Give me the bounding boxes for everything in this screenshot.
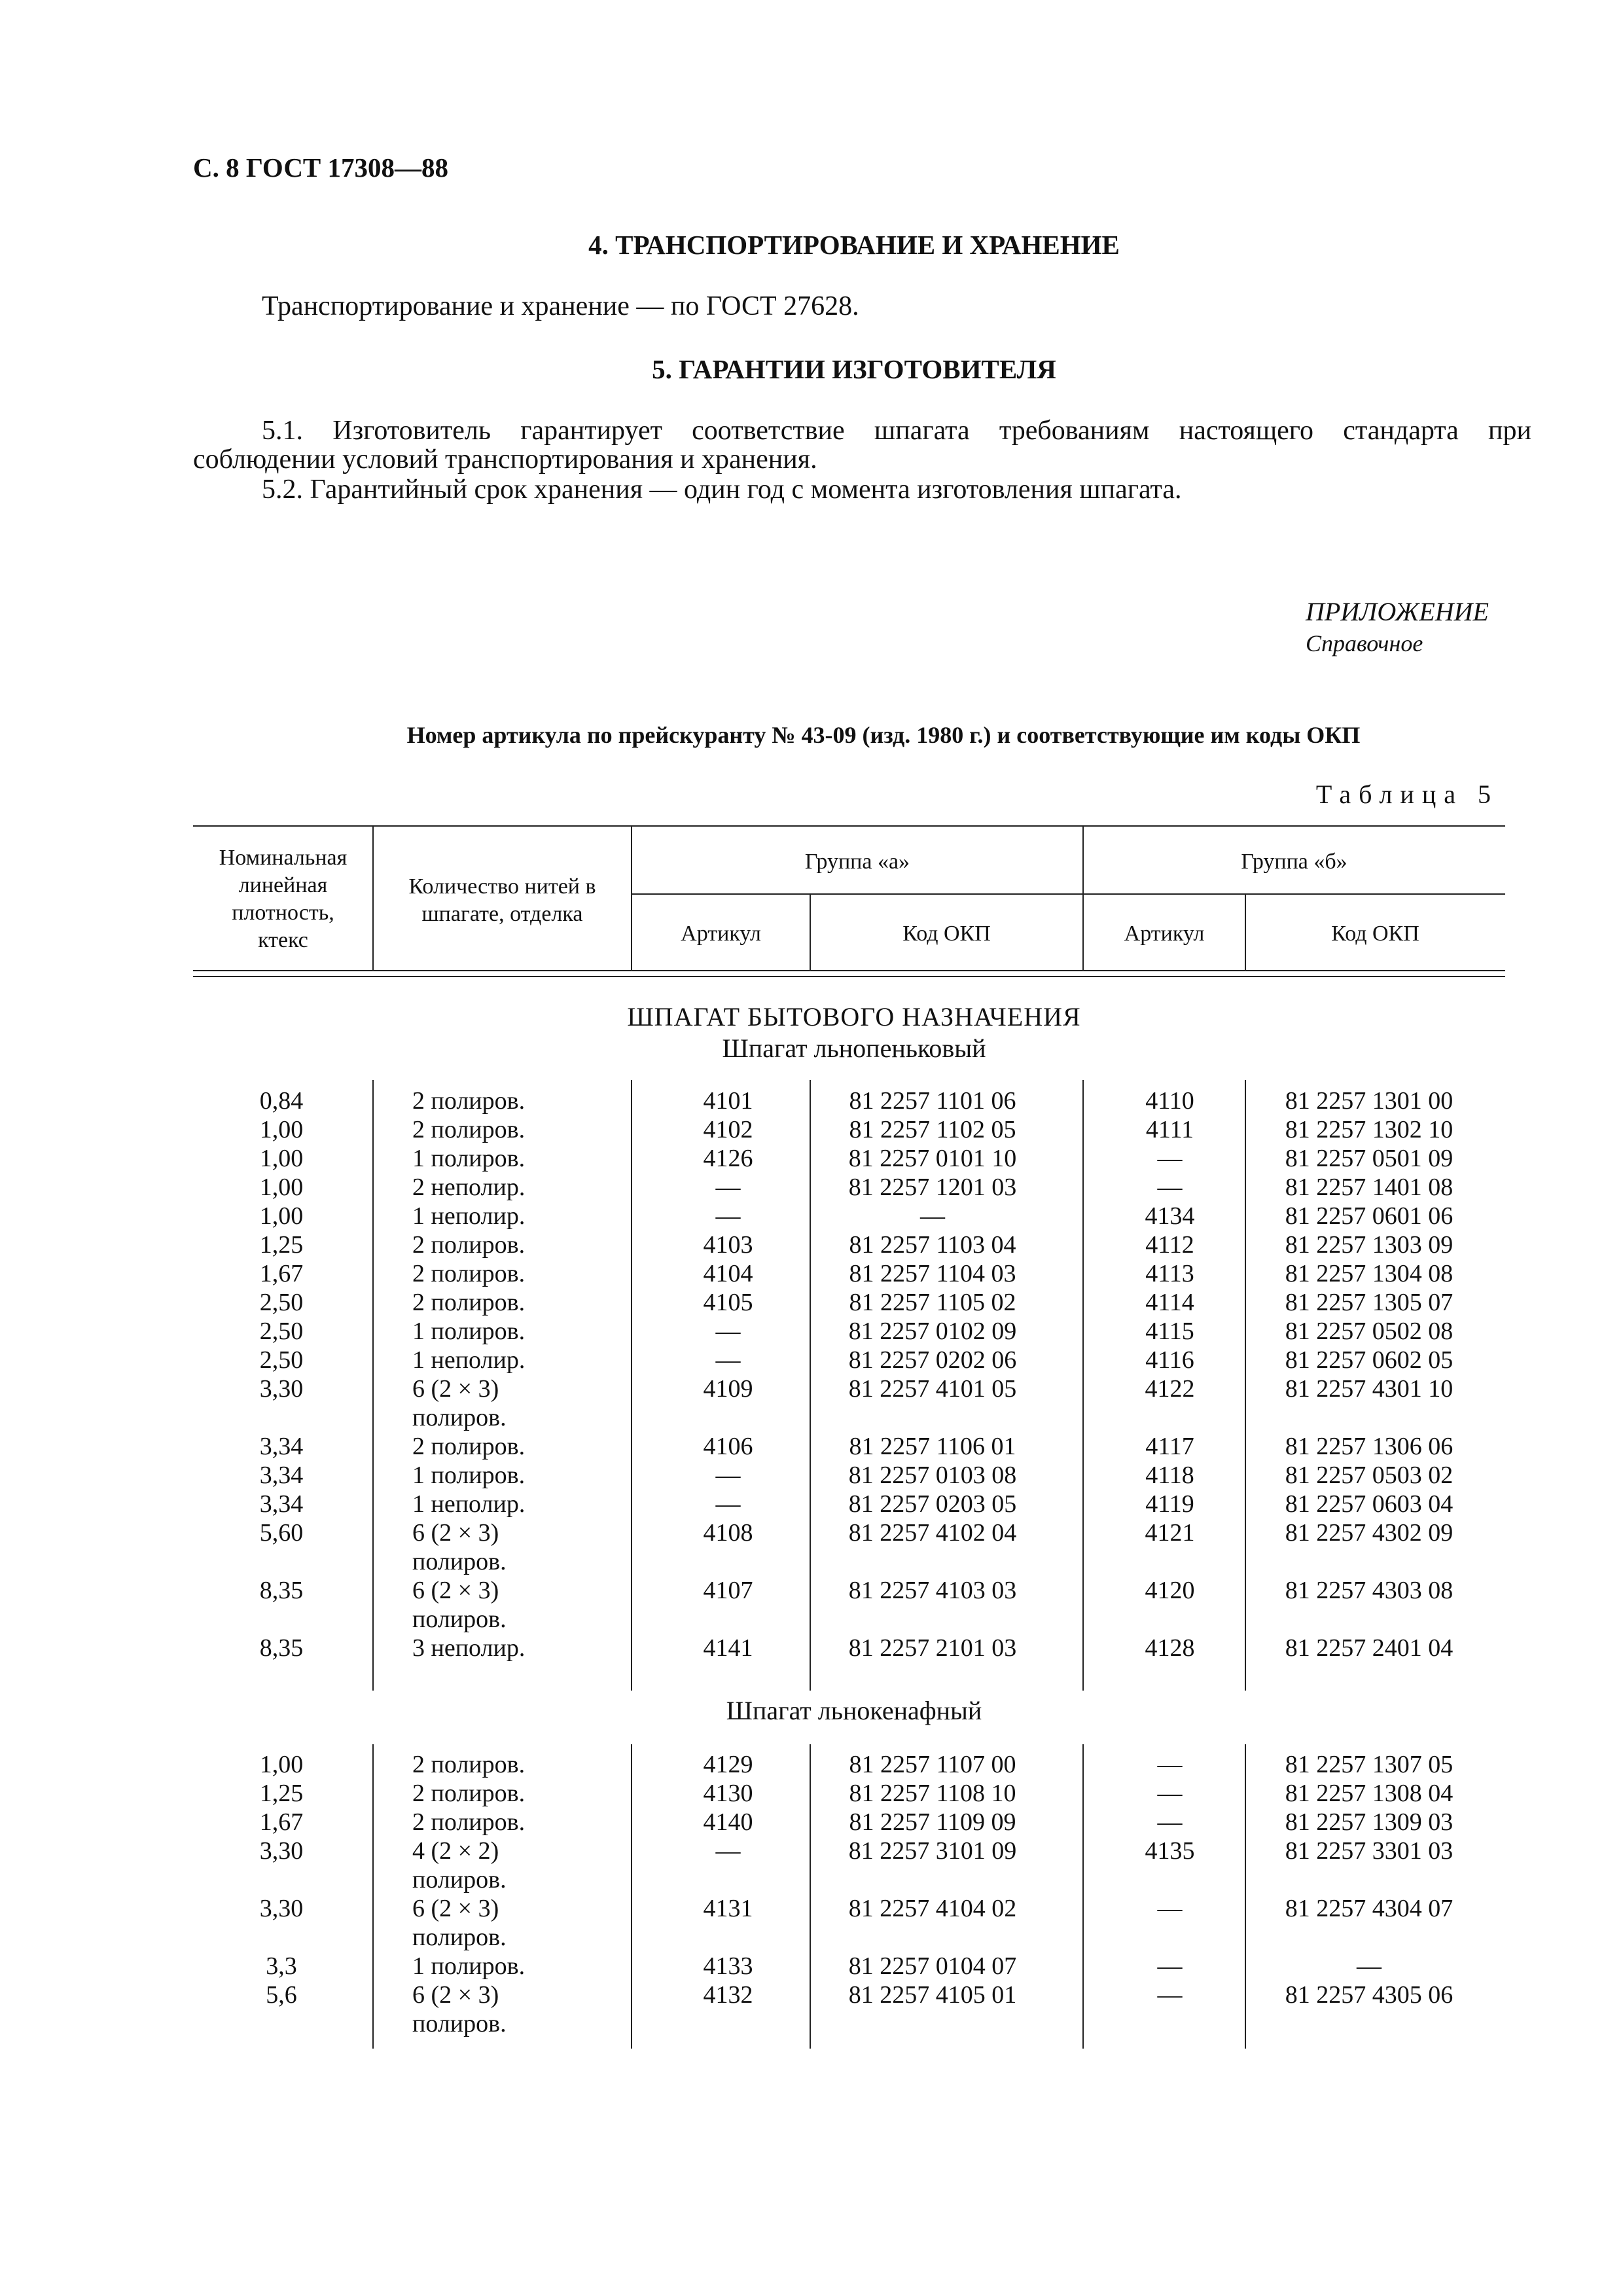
article-b-cell: — [1157,1751,1183,1778]
code-a-cell: 81 2257 3101 09 [848,1837,1017,1865]
article-a-cell: 4126 [703,1145,753,1172]
code-b-cell: 81 2257 1301 00 [1285,1087,1454,1115]
density-cell: 3,30 [259,1375,304,1403]
density-cell: 2,50 [259,1346,304,1374]
density-cell: 3,34 [259,1462,304,1489]
group-1-title: Шпагат льнопеньковый [722,1033,986,1063]
threads-cell: 2 полиров. [412,1231,526,1259]
article-b-cell: — [1157,1981,1183,2009]
article-a-cell: 4131 [703,1895,753,1922]
section-5-1-line1: 5.1. Изготовитель гарантирует соответствие шпагата требованиям настоящего стандарта при [262,416,1531,446]
article-b-cell: 4114 [1145,1289,1194,1316]
table-row [0,1432,1623,1461]
section-5-title: 5. ГАРАНТИИ ИЗГОТОВИТЕЛЯ [652,354,1056,384]
code-a-cell: 81 2257 1108 10 [849,1780,1016,1807]
density-cell: 3,30 [259,1837,304,1865]
code-b-cell: 81 2257 1304 08 [1285,1260,1454,1287]
threads-cell: 6 (2 × 3) [412,1519,499,1547]
threads-cell: 1 полиров. [412,1145,526,1172]
code-b-cell: 81 2257 0603 04 [1285,1490,1454,1518]
table-row [0,1317,1623,1346]
header-density [196,844,370,954]
article-a-cell: 4129 [703,1751,753,1778]
code-b-cell: — [1357,1952,1382,1980]
article-b-cell: 4110 [1145,1087,1194,1115]
article-a-cell: — [715,1346,741,1374]
density-cell: 2,50 [259,1289,304,1316]
table-row [0,1086,1623,1115]
article-a-cell: 4107 [703,1577,753,1604]
threads-cell-continuation: полиров. [412,1605,507,1633]
code-b-cell: 81 2257 1303 09 [1285,1231,1454,1259]
article-a-cell: 4101 [703,1087,753,1115]
header-article-a: Артикул [681,922,761,946]
threads-cell-continuation: полиров. [412,1866,507,1893]
article-a-cell: 4133 [703,1952,753,1980]
code-a-cell: 81 2257 0103 08 [848,1462,1017,1489]
table-row [0,1173,1623,1202]
code-a-cell: 81 2257 2101 03 [848,1634,1017,1662]
code-b-cell: 81 2257 0601 06 [1285,1202,1454,1230]
table-row [0,1259,1623,1288]
table-row [0,1346,1623,1374]
article-a-cell: 4108 [703,1519,753,1547]
threads-cell: 2 полиров. [412,1808,526,1836]
section-5-2: 5.2. Гарантийный срок хранения — один год с момента изготовления шпагата. [262,475,1182,505]
threads-cell: 2 полиров. [412,1087,526,1115]
table-row [0,1894,1623,1923]
threads-cell: 1 неполир. [412,1490,526,1518]
threads-cell: 6 (2 × 3) [412,1895,499,1922]
code-a-cell: 81 2257 0104 07 [848,1952,1017,1980]
article-b-cell: 4113 [1145,1260,1194,1287]
threads-cell: 1 полиров. [412,1462,526,1489]
density-cell: 3,34 [259,1490,304,1518]
threads-cell-continuation: полиров. [412,1924,507,1951]
code-b-cell: 81 2257 4305 06 [1285,1981,1454,2009]
density-cell: 1,00 [259,1751,304,1778]
article-a-cell: 4106 [703,1433,753,1460]
page-header: С. 8 ГОСТ 17308—88 [193,152,449,183]
code-b-cell: 81 2257 1305 07 [1285,1289,1454,1316]
threads-cell: 6 (2 × 3) [412,1375,499,1403]
code-b-cell: 81 2257 1302 10 [1285,1116,1454,1143]
code-b-cell: 81 2257 1309 03 [1285,1808,1454,1836]
density-cell: 1,00 [259,1116,304,1143]
table-row [0,1115,1623,1144]
table-caption: Номер артикула по прейскуранту № 43-09 (изд. 1980 г.) и соответствующие им коды ОКП [406,722,1361,748]
header-code-b: Код ОКП [1331,922,1419,946]
article-a-cell: 4104 [703,1260,753,1287]
section-4-text: Транспортирование и хранение — по ГОСТ 27628. [262,291,859,321]
section-5-1-line2: соблюдении условий транспортирования и хранения. [193,444,817,475]
density-cell: 1,00 [259,1202,304,1230]
table-row [0,1634,1623,1662]
density-cell: 5,6 [266,1981,297,2009]
appendix-subtitle: Справочное [1306,630,1423,656]
threads-cell-continuation: полиров. [412,1548,507,1575]
table-row [0,1779,1623,1808]
code-b-cell: 81 2257 1401 08 [1285,1174,1454,1201]
code-a-cell: 81 2257 0102 09 [848,1318,1017,1345]
article-a-cell: 4141 [703,1634,753,1662]
threads-cell: 2 неполир. [412,1174,526,1201]
table-row [0,1952,1623,1981]
table-row [0,1230,1623,1259]
article-b-cell: — [1157,1174,1183,1201]
code-a-cell: 81 2257 1201 03 [848,1174,1017,1201]
code-a-cell: 81 2257 1101 06 [849,1087,1016,1115]
article-a-cell: — [715,1202,741,1230]
table-row [0,1374,1623,1403]
header-code-a: Код ОКП [902,922,991,946]
article-b-cell: 4120 [1145,1577,1195,1604]
threads-cell: 2 полиров. [412,1751,526,1778]
header-threads-line: Количество нитей в [408,874,596,899]
article-a-cell: 4102 [703,1116,753,1143]
code-b-cell: 81 2257 4303 08 [1285,1577,1454,1604]
threads-cell: 1 полиров. [412,1952,526,1980]
table-row [0,1288,1623,1317]
article-a-cell: 4109 [703,1375,753,1403]
density-cell: 1,00 [259,1145,304,1172]
header-density-line: плотность, [232,901,334,925]
table-row [0,1490,1623,1518]
density-cell: 3,34 [259,1433,304,1460]
header-density-line: линейная [238,873,328,897]
article-b-cell: — [1157,1145,1183,1172]
table-row [0,1461,1623,1490]
code-a-cell: 81 2257 1104 03 [849,1260,1016,1287]
appendix-title: ПРИЛОЖЕНИЕ [1306,597,1489,626]
section-4-title: 4. ТРАНСПОРТИРОВАНИЕ И ХРАНЕНИЕ [588,230,1120,260]
code-a-cell: 81 2257 4101 05 [848,1375,1017,1403]
group-2-title: Шпагат льнокенафный [726,1696,982,1725]
header-threads [376,873,628,928]
header-density-line: ктекс [258,928,308,952]
article-a-cell: 4103 [703,1231,753,1259]
article-b-cell: — [1157,1895,1183,1922]
threads-cell: 2 полиров. [412,1116,526,1143]
code-b-cell: 81 2257 1307 05 [1285,1751,1454,1778]
article-b-cell: 4122 [1145,1375,1195,1403]
threads-cell: 2 полиров. [412,1260,526,1287]
threads-cell: 4 (2 × 2) [412,1837,499,1865]
threads-cell: 1 неполир. [412,1202,526,1230]
article-a-cell: 4130 [703,1780,753,1807]
code-b-cell: 81 2257 0602 05 [1285,1346,1454,1374]
code-a-cell: 81 2257 4102 04 [848,1519,1017,1547]
threads-cell: 6 (2 × 3) [412,1577,499,1604]
header-threads-line: шпагате, отделка [421,902,583,926]
density-cell: 1,67 [259,1808,304,1836]
article-b-cell: — [1157,1808,1183,1836]
code-a-cell: 81 2257 4104 02 [848,1895,1017,1922]
header-density-line: Номинальная [219,846,348,870]
code-a-cell: — [920,1202,945,1230]
code-a-cell: 81 2257 1109 09 [849,1808,1016,1836]
article-b-cell: 4117 [1145,1433,1194,1460]
code-b-cell: 81 2257 1306 06 [1285,1433,1454,1460]
header-group-b: Группа «б» [1241,850,1347,874]
code-b-cell: 81 2257 1308 04 [1285,1780,1454,1807]
article-b-cell: 4111 [1145,1116,1194,1143]
article-b-cell: 4116 [1145,1346,1194,1374]
threads-cell: 2 полиров. [412,1433,526,1460]
threads-cell: 3 неполир. [412,1634,526,1662]
table-row [0,1518,1623,1547]
threads-cell-continuation: полиров. [412,2010,507,2037]
category-title: ШПАГАТ БЫТОВОГО НАЗНАЧЕНИЯ [627,1002,1081,1031]
code-a-cell: 81 2257 1107 00 [849,1751,1016,1778]
article-b-cell: 4115 [1145,1318,1194,1345]
article-a-cell: 4140 [703,1808,753,1836]
article-b-cell: — [1157,1952,1183,1980]
code-b-cell: 81 2257 0502 08 [1285,1318,1454,1345]
code-b-cell: 81 2257 0503 02 [1285,1462,1454,1489]
density-cell: 5,60 [259,1519,304,1547]
code-a-cell: 81 2257 4103 03 [848,1577,1017,1604]
table-row [0,1576,1623,1605]
article-a-cell: — [715,1318,741,1345]
density-cell: 1,25 [259,1780,304,1807]
code-a-cell: 81 2257 0101 10 [848,1145,1017,1172]
article-b-cell: 4135 [1145,1837,1195,1865]
code-b-cell: 81 2257 4304 07 [1285,1895,1454,1922]
article-a-cell: — [715,1462,741,1489]
threads-cell: 1 неполир. [412,1346,526,1374]
article-b-cell: 4128 [1145,1634,1195,1662]
code-b-cell: 81 2257 4301 10 [1285,1375,1454,1403]
article-a-cell: 4105 [703,1289,753,1316]
code-a-cell: 81 2257 1102 05 [849,1116,1016,1143]
density-cell: 8,35 [259,1634,304,1662]
code-a-cell: 81 2257 0202 06 [848,1346,1017,1374]
table-row [0,1837,1623,1865]
article-b-cell: — [1157,1780,1183,1807]
threads-cell: 2 полиров. [412,1780,526,1807]
threads-cell: 2 полиров. [412,1289,526,1316]
threads-cell-continuation: полиров. [412,1404,507,1431]
density-cell: 1,00 [259,1174,304,1201]
density-cell: 3,3 [266,1952,297,1980]
threads-cell: 1 полиров. [412,1318,526,1345]
density-cell: 0,84 [259,1087,304,1115]
code-b-cell: 81 2257 3301 03 [1285,1837,1454,1865]
article-b-cell: 4119 [1145,1490,1194,1518]
table-row [0,1144,1623,1173]
article-b-cell: 4121 [1145,1519,1195,1547]
table-row [0,1202,1623,1230]
header-group-a: Группа «а» [804,850,910,874]
code-a-cell: 81 2257 4105 01 [848,1981,1017,2009]
code-a-cell: 81 2257 1103 04 [849,1231,1016,1259]
article-b-cell: 4118 [1145,1462,1194,1489]
code-a-cell: 81 2257 1105 02 [849,1289,1016,1316]
code-a-cell: 81 2257 1106 01 [849,1433,1016,1460]
table-row [0,1981,1623,2009]
threads-cell: 6 (2 × 3) [412,1981,499,2009]
article-a-cell: 4132 [703,1981,753,2009]
density-cell: 8,35 [259,1577,304,1604]
article-b-cell: 4112 [1145,1231,1194,1259]
density-cell: 2,50 [259,1318,304,1345]
header-article-b: Артикул [1124,922,1205,946]
article-a-cell: — [715,1490,741,1518]
density-cell: 1,25 [259,1231,304,1259]
table-row [0,1808,1623,1837]
code-b-cell: 81 2257 2401 04 [1285,1634,1454,1662]
table-row [0,1750,1623,1779]
density-cell: 3,30 [259,1895,304,1922]
code-a-cell: 81 2257 0203 05 [848,1490,1017,1518]
article-a-cell: — [715,1174,741,1201]
density-cell: 1,67 [259,1260,304,1287]
table-number: Таблица 5 [1315,780,1499,809]
article-a-cell: — [715,1837,741,1865]
article-b-cell: 4134 [1145,1202,1195,1230]
code-b-cell: 81 2257 4302 09 [1285,1519,1454,1547]
code-b-cell: 81 2257 0501 09 [1285,1145,1454,1172]
